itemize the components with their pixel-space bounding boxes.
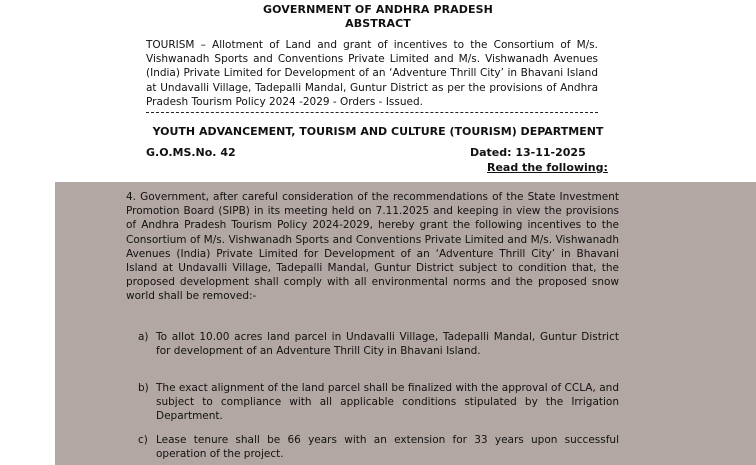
list-item-a — [138, 330, 619, 358]
paragraph-4: 4. Government, after careful consideration of the recommendations of the State Investment Promotion Board (SIPB) in its meeting held on 7.11.2025 and keeping in view the provisions of Andhra Pradesh Tourism Policy 2024-2029, hereby grant the following incentives to the Consortium of M/s. Vishwanadh Sports and Conventions Private Limited and M/s. Vishwanadh Avenues (India) Private Limited for Development of an ‘Adventure Thrill City’ in Bhavani Island at Undavalli Village, Tadepalli Mandal, Guntur District subject to condition that, the proposed development shall comply with all environmental norms and the proposed snow world shall be removed:- — [126, 191, 619, 303]
document-header-area — [0, 0, 756, 182]
list-item-marker: c) — [138, 434, 148, 446]
order-date: Dated: 13-11-2025 — [470, 146, 586, 159]
list-item-text: The exact alignment of the land parcel shall be finalized with the approval of CCLA, and subject to compliance with all applicable conditions stipulated by the Irrigation Department. — [156, 382, 619, 423]
list-item-c — [138, 433, 619, 461]
list-item-marker: a) — [138, 331, 149, 343]
government-title: GOVERNMENT OF ANDHRA PRADESH — [263, 3, 493, 16]
read-following-heading: Read the following: — [487, 161, 608, 174]
department-title: YOUTH ADVANCEMENT, TOURISM AND CULTURE (TOURISM) DEPARTMENT — [152, 125, 604, 138]
order-body — [55, 182, 756, 465]
list-item-text: Lease tenure shall be 66 years with an extension for 33 years upon successful operation of the project. — [156, 434, 619, 461]
dashed-divider — [146, 112, 598, 113]
go-number: G.O.MS.No. 42 — [146, 146, 236, 159]
abstract-heading: ABSTRACT — [345, 17, 411, 30]
list-item-marker: b) — [138, 382, 149, 394]
list-item-text: To allot 10.00 acres land parcel in Undavalli Village, Tadepalli Mandal, Guntur District for development of an Adventure Thrill City in Bhavani Island. — [156, 331, 619, 358]
list-item-b — [138, 381, 619, 424]
subject-text: TOURISM – Allotment of Land and grant of incentives to the Consortium of M/s. Vishwanadh Sports and Conventions Private Limited and M/s. Vishwanadh Avenues (India) Private Limited for Development of an ‘Adventure Thrill City’ in Bhavani Island at Undavalli Village, Tadepalli Mandal, Guntur District as per the provisions of Andhra Pradesh Tourism Policy 2024 -2029 - Orders - Issued. — [146, 39, 598, 108]
